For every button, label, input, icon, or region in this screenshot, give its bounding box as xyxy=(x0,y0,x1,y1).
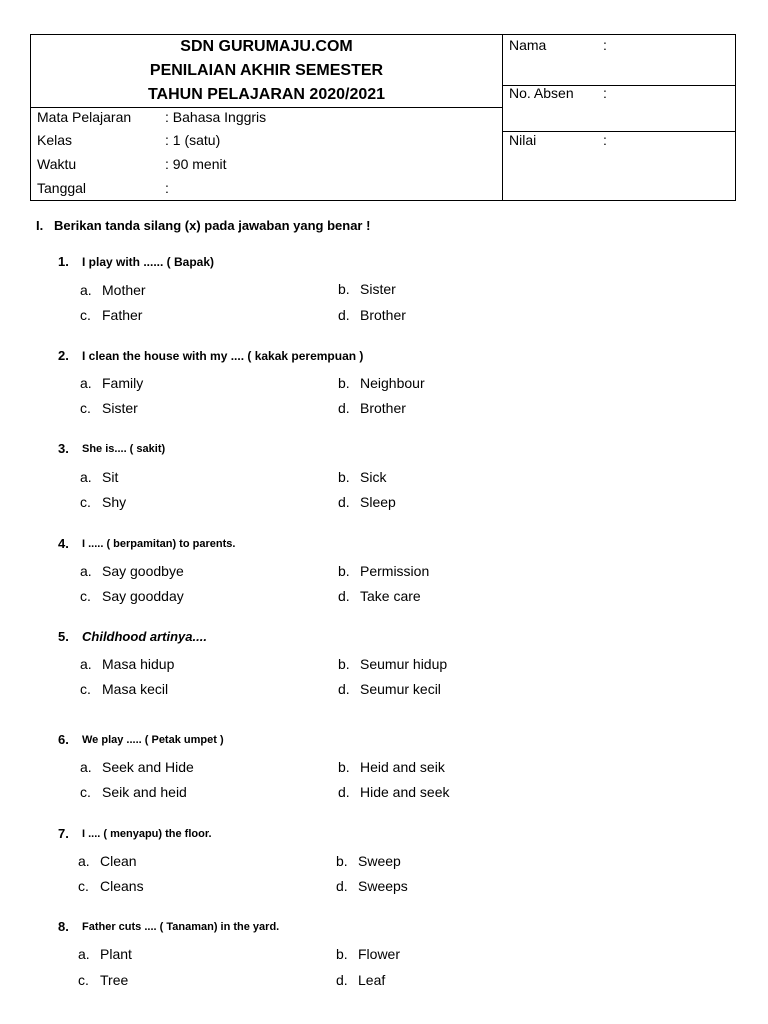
score-colon: : xyxy=(603,132,607,148)
option-b: b. Sweep xyxy=(336,853,401,869)
option-c: c. Father xyxy=(80,307,143,323)
option-d: d. Brother xyxy=(338,400,406,416)
header-divider-left xyxy=(31,107,502,108)
header-divider-right-2 xyxy=(502,131,735,132)
option-b: b. Seumur hidup xyxy=(338,656,448,672)
option-d: d. Take care xyxy=(338,588,421,604)
absence-number-colon: : xyxy=(603,85,607,101)
school-name: SDN GURUMAJU.COM xyxy=(180,38,353,55)
option-b: b. Sick xyxy=(338,469,387,485)
option-d: d. Sleep xyxy=(338,494,396,510)
time-label: Waktu xyxy=(37,156,77,172)
absence-number-label: No. Absen xyxy=(509,85,574,101)
subject-value: : Bahasa Inggris xyxy=(165,109,267,125)
option-c: c. Shy xyxy=(80,494,127,510)
exam-title: PENILAIAN AKHIR SEMESTER xyxy=(149,62,384,79)
option-c: c. Masa kecil xyxy=(80,681,169,697)
option-d: d. Leaf xyxy=(336,972,386,988)
score-label: Nilai xyxy=(509,132,537,148)
question-text: I clean the house with my .... ( kakak perempuan ) xyxy=(82,349,364,363)
option-c: c. Sister xyxy=(80,400,138,416)
option-d: d. Seumur kecil xyxy=(338,681,441,697)
option-d: d. Brother xyxy=(338,307,406,323)
option-c: c. Say goodday xyxy=(80,588,184,604)
section-number: I. xyxy=(36,218,44,233)
option-c: c. Cleans xyxy=(78,878,144,894)
question-number: 4. xyxy=(58,536,69,551)
question-text: I play with ...... ( Bapak) xyxy=(82,255,215,269)
option-a: a. Say goodbye xyxy=(80,563,184,579)
question-number: 3. xyxy=(58,441,69,456)
option-d: d. Hide and seek xyxy=(338,784,450,800)
option-a: a. Masa hidup xyxy=(80,656,175,672)
option-b: b. Heid and seik xyxy=(338,759,445,775)
option-c: c. Seik and heid xyxy=(80,784,187,800)
option-b: b. Permission xyxy=(338,563,430,579)
date-label: Tanggal xyxy=(37,180,87,196)
question-number: 6. xyxy=(58,732,69,747)
option-a: a. Plant xyxy=(78,946,132,962)
question-number: 1. xyxy=(58,254,69,269)
option-b: b. Flower xyxy=(336,946,401,962)
section-instruction xyxy=(36,218,370,234)
question-number: 7. xyxy=(58,826,69,841)
option-d: d. Sweeps xyxy=(336,878,408,894)
question-number: 8. xyxy=(58,919,69,934)
name-label: Nama xyxy=(509,37,547,53)
subject-label: Mata Pelajaran xyxy=(37,109,132,125)
exam-header-box xyxy=(30,34,736,201)
option-a: a. Clean xyxy=(78,853,137,869)
question-text: She is.... ( sakit) xyxy=(82,443,166,455)
question-text: I .... ( menyapu) the floor. xyxy=(82,828,212,840)
question-text: Father cuts .... ( Tanaman) in the yard. xyxy=(82,921,280,933)
class-label: Kelas xyxy=(37,132,73,148)
question-number: 2. xyxy=(58,348,69,363)
question-text: I ..... ( berpamitan) to parents. xyxy=(82,538,236,550)
option-a: a. Sit xyxy=(80,469,119,485)
date-value: : xyxy=(165,180,169,196)
option-a: a. Mother xyxy=(80,282,146,298)
class-value: : 1 (satu) xyxy=(165,132,221,148)
option-b: b. Sister xyxy=(338,281,396,297)
option-b: b. Neighbour xyxy=(338,375,425,391)
option-a: a. Family xyxy=(80,375,144,391)
name-colon: : xyxy=(603,37,607,53)
time-value: : 90 menit xyxy=(165,156,227,172)
academic-year: TAHUN PELAJARAN 2020/2021 xyxy=(147,86,386,103)
question-text: Childhood artinya.... xyxy=(82,629,207,644)
question-text: We play ..... ( Petak umpet ) xyxy=(82,734,224,746)
question-number: 5. xyxy=(58,629,69,644)
option-c: c. Tree xyxy=(78,972,129,988)
option-a: a. Seek and Hide xyxy=(80,759,194,775)
instruction-text: Berikan tanda silang (x) pada jawaban yang benar ! xyxy=(54,218,371,233)
header-divider-vertical xyxy=(502,35,503,200)
